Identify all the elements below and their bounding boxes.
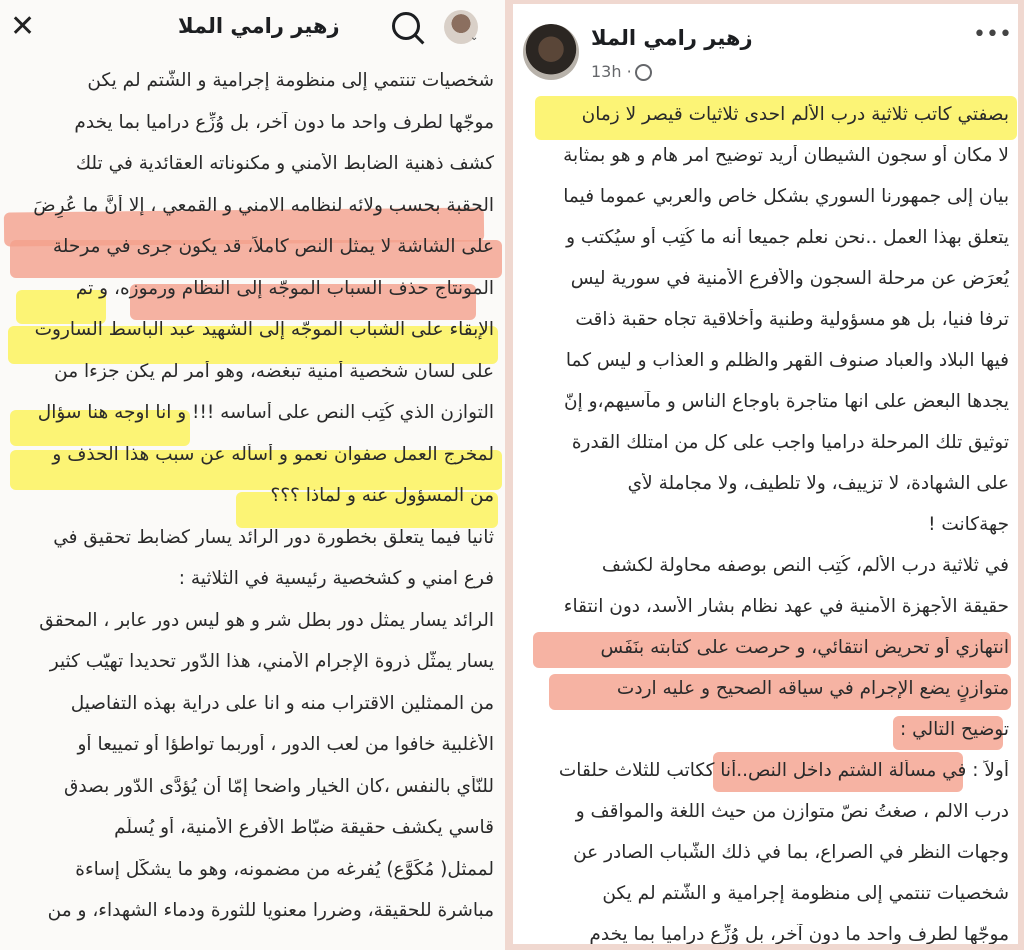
close-icon[interactable]: ✕ — [10, 9, 36, 44]
profile-name[interactable]: زهير رامي الملا — [591, 26, 753, 50]
text-line: شخصيات تنتمي إلى منظومة إجرامية و الشّتم لم يكن — [87, 70, 494, 91]
left-header — [0, 0, 505, 62]
text-line: الأغلبية خافوا من لعب الدور ، أوربما تواطؤا أو تمييعا أو — [77, 734, 494, 755]
globe-icon — [635, 64, 652, 81]
text-line: حقيقة الأجهزة الأمنية في عهد نظام بشار الأسد، دون انتقاء — [563, 596, 1009, 617]
text-line: لممثل( مُكَوَّع) يُفرغه من مضمونه، وهو ما يشكّل إساءة — [75, 858, 494, 880]
left-post-view — [0, 0, 505, 950]
text-line: للنّأي بالنفس ،كان الخيار واضحا إمّا أن يُؤدَّى الدّور بصدق — [63, 775, 494, 797]
text-line: شخصيات تنتمي إلى منظومة إجرامية و الشّتم لم يكن — [602, 883, 1009, 904]
search-icon[interactable] — [392, 12, 420, 40]
text-line: توضيح التالي : — [900, 719, 1009, 740]
text-line: الحقبة بحسب ولائه لنظامه الامني و القمعي ، إلا أنَّ ما عُرِضَ — [33, 194, 494, 216]
text-line: من الممثلين الاقتراب منه و انا على دراية بهذه التفاصيل — [70, 692, 494, 714]
text-line: الرائد يسار يمثل دور بطل شر و هو ليس دور عابر ، المحقق — [39, 609, 494, 631]
more-options-icon[interactable]: ••• — [973, 22, 1012, 47]
chevron-down-icon[interactable]: ⌄ — [470, 32, 479, 43]
text-line: بيان إلى جمهورنا السوري بشكل خاص والعربي عموما فيما — [563, 186, 1009, 207]
text-line: قاسي يكشف حقيقة ضبّاط الأفرع الأمنية، أو يُسلَّم — [114, 817, 494, 838]
text-line: يتعلق بهذا العمل ..نحن نعلم جميعا أنه ما كُتِب أو سيُكتب و — [566, 227, 1009, 248]
text-line: من المسؤول عنه و لماذا ؟؟؟ — [270, 485, 494, 506]
text-line: ثانيا فيما يتعلق بخطورة دور الرائد يسار كضابط تحقيق في — [53, 526, 494, 548]
text-line: لمخرج العمل صفوان نعمو و أسأله عن سبب هذا الحذف و — [52, 443, 494, 465]
text-line: مباشرة للحقيقة، وضررا معنويا للثورة ودماء الشهداء، و من — [47, 900, 494, 921]
text-line: يجدها البعض على انها متاجرة باوجاع الناس و مآسيهم،و إنّ — [563, 391, 1009, 412]
avatar[interactable] — [523, 24, 579, 80]
text-line: لا مكان أو سجون الشيطان أريد توضيح امر هام و هو بمثابة — [563, 145, 1009, 166]
text-line: على لسان شخصية أمنية تبغضه، وهو أمر لم يكن جزءا من — [54, 360, 494, 382]
text-line: فرع امني و كشخصية رئيسية في الثلاثية : — [178, 568, 494, 589]
text-line: موجّها لطرف واحد ما دون آخر، بل وُزِّع دراميا بما يخدم — [74, 111, 494, 133]
text-line: فيها البلاد والعباد صنوف القهر والظلم و العذاب و ليس كما — [565, 350, 1009, 371]
text-line: انتهازي أو تحريض انتقائي، و حرصت على كتابته بنَفَس — [600, 637, 1009, 658]
text-line: التوازن الذي كُتِب النص على أساسه !!! و انا اوجه هنا سؤال — [37, 402, 494, 423]
text-line: توثيق تلك المرحلة دراميا واجب على كل من امتلك القدرة — [571, 432, 1009, 453]
text-line: على الشاشة لا يمثل النص كاملاً، قد يكون جرى في مرحلة — [52, 236, 494, 257]
text-line: ترفا فنيا، بل هو مسؤولية وطنية وأخلاقية تجاه حقبة ذاقت — [575, 309, 1009, 330]
text-line: بصفتي كاتب ثلاثية درب الألم احدى ثلاثيات قيصر لا زمان — [581, 104, 1009, 125]
text-line: في ثلاثية درب الألم، كُتِب النص بوصفه محاولة لكشف — [601, 555, 1009, 576]
post-time: 13h · — [591, 62, 632, 81]
text-line: موجّها لطرف واحد ما دون آخر، بل وُزِّع دراميا بما يخدم — [589, 924, 1009, 944]
text-line: المونتاج حذف السباب الموجّه إلى النظام ورموزه، و تم — [75, 277, 494, 299]
right-post-view — [513, 4, 1018, 944]
text-line: درب الالم ، صغتُ نصّ متوازن من حيث اللغة والمواقف و — [575, 801, 1009, 822]
text-line: أولاً : في مسألة الشتم داخل النص..أنا ككاتب للثلاث حلقات — [558, 760, 1009, 781]
text-line: متوازنٍ يضع الإجرام في سياقه الصحيح و عليه اردت — [616, 678, 1009, 699]
text-line: كشف ذهنية الضابط الأمني و مكنوناته العقائدية في تلك — [75, 153, 494, 174]
text-line: يُعرَض عن مرحلة السجون والأفرع الأمنية في سورية ليس — [570, 268, 1009, 289]
text-line: الإبقاء على الشباب الموجّه إلى الشهيد عبد الباسط الساروت — [34, 319, 494, 340]
text-line: على الشهادة، لا تزييف، ولا تلطيف، ولا مجاملة لأي — [627, 473, 1009, 494]
profile-name[interactable]: زهير رامي الملا — [178, 14, 340, 38]
text-line: جهةكانت ! — [928, 514, 1009, 535]
text-line: يسار يمثّل ذروة الإجرام الأمني، هذا الدّور تحديدا تهيّب كثير — [49, 651, 494, 672]
text-line: وجهات النظر في الصراع، بما في ذلك الشّباب الصادر عن — [573, 842, 1009, 863]
